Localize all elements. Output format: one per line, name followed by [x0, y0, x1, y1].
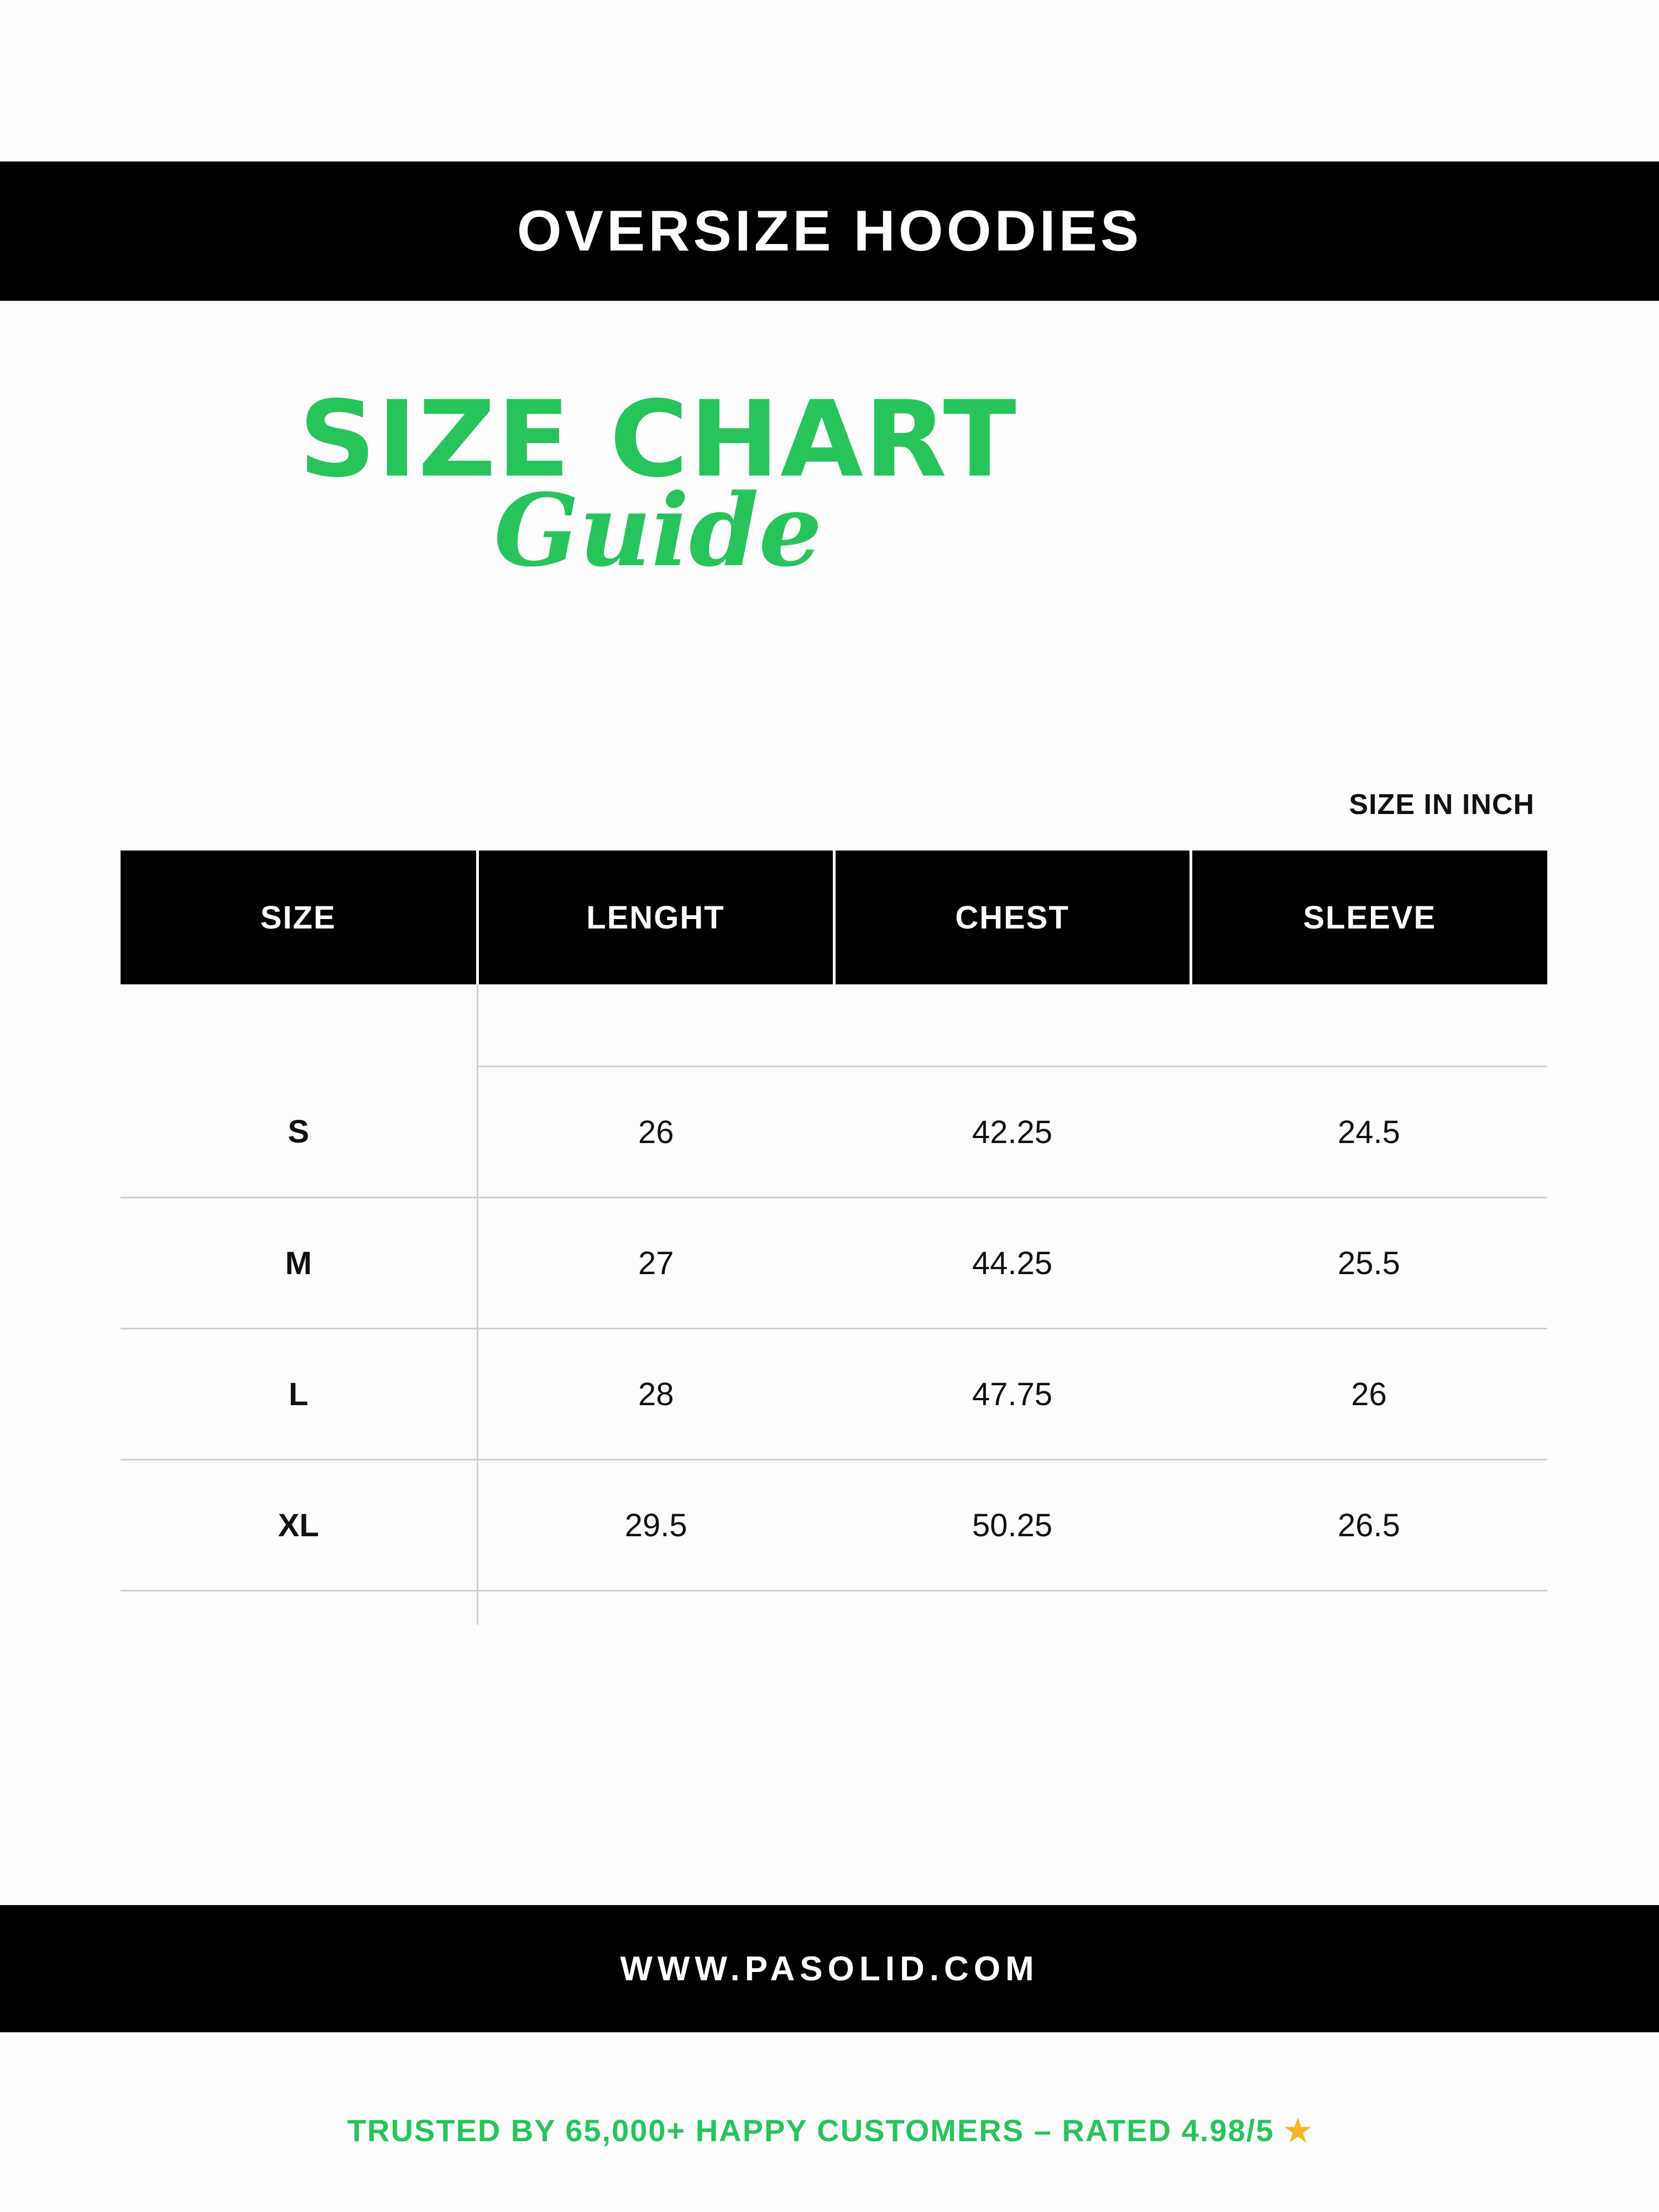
star-icon: ★	[1284, 2113, 1312, 2148]
cell-lenght: 28	[477, 1329, 834, 1460]
tail-cell	[121, 1591, 477, 1625]
size-table-wrapper	[121, 851, 1547, 1625]
cell-lenght: 29.5	[477, 1460, 834, 1591]
cell-size: L	[121, 1329, 477, 1460]
table-header	[121, 851, 1547, 984]
table-tail-row	[121, 1591, 1547, 1625]
table-row	[121, 1198, 1547, 1329]
bottom-banner	[0, 1905, 1659, 2032]
table-row	[121, 1460, 1547, 1591]
cell-sleeve: 26.5	[1191, 1460, 1547, 1591]
trust-text: TRUSTED BY 65,000+ HAPPY CUSTOMERS – RATED 4.98/5	[347, 2113, 1275, 2148]
tail-cell	[1191, 1591, 1547, 1625]
logo-script-text: Guide	[494, 472, 822, 589]
spacer-cell	[1191, 984, 1547, 1067]
table-body	[121, 984, 1547, 1625]
size-unit-label: SIZE IN INCH	[1349, 789, 1535, 821]
cell-sleeve: 26	[1191, 1329, 1547, 1460]
spacer-cell	[121, 984, 477, 1067]
website-url[interactable]: WWW.PASOLID.COM	[620, 1949, 1039, 1988]
cell-size: XL	[121, 1460, 477, 1591]
page-title: OVERSIZE HOODIES	[517, 199, 1142, 263]
cell-chest: 47.75	[834, 1329, 1191, 1460]
trust-line	[0, 2112, 1659, 2149]
tail-cell	[477, 1591, 834, 1625]
size-table	[121, 851, 1547, 1625]
logo-main-text: SIZE CHART	[299, 378, 1018, 500]
cell-chest: 42.25	[834, 1067, 1191, 1198]
top-banner	[0, 161, 1659, 301]
cell-size: S	[121, 1067, 477, 1198]
logo-block	[0, 378, 1659, 730]
cell-chest: 50.25	[834, 1460, 1191, 1591]
table-header-row	[121, 851, 1547, 984]
spacer-cell	[834, 984, 1191, 1067]
cell-sleeve: 25.5	[1191, 1198, 1547, 1329]
column-header-sleeve: SLEEVE	[1191, 851, 1547, 984]
column-header-chest: CHEST	[834, 851, 1191, 984]
column-header-size: SIZE	[121, 851, 477, 984]
cell-chest: 44.25	[834, 1198, 1191, 1329]
spacer-cell	[477, 984, 834, 1067]
column-header-lenght: LENGHT	[477, 851, 834, 984]
table-spacer-row	[121, 984, 1547, 1067]
table-row	[121, 1329, 1547, 1460]
cell-lenght: 27	[477, 1198, 834, 1329]
cell-size: M	[121, 1198, 477, 1329]
cell-sleeve: 24.5	[1191, 1067, 1547, 1198]
table-row	[121, 1067, 1547, 1198]
cell-lenght: 26	[477, 1067, 834, 1198]
tail-cell	[834, 1591, 1191, 1625]
